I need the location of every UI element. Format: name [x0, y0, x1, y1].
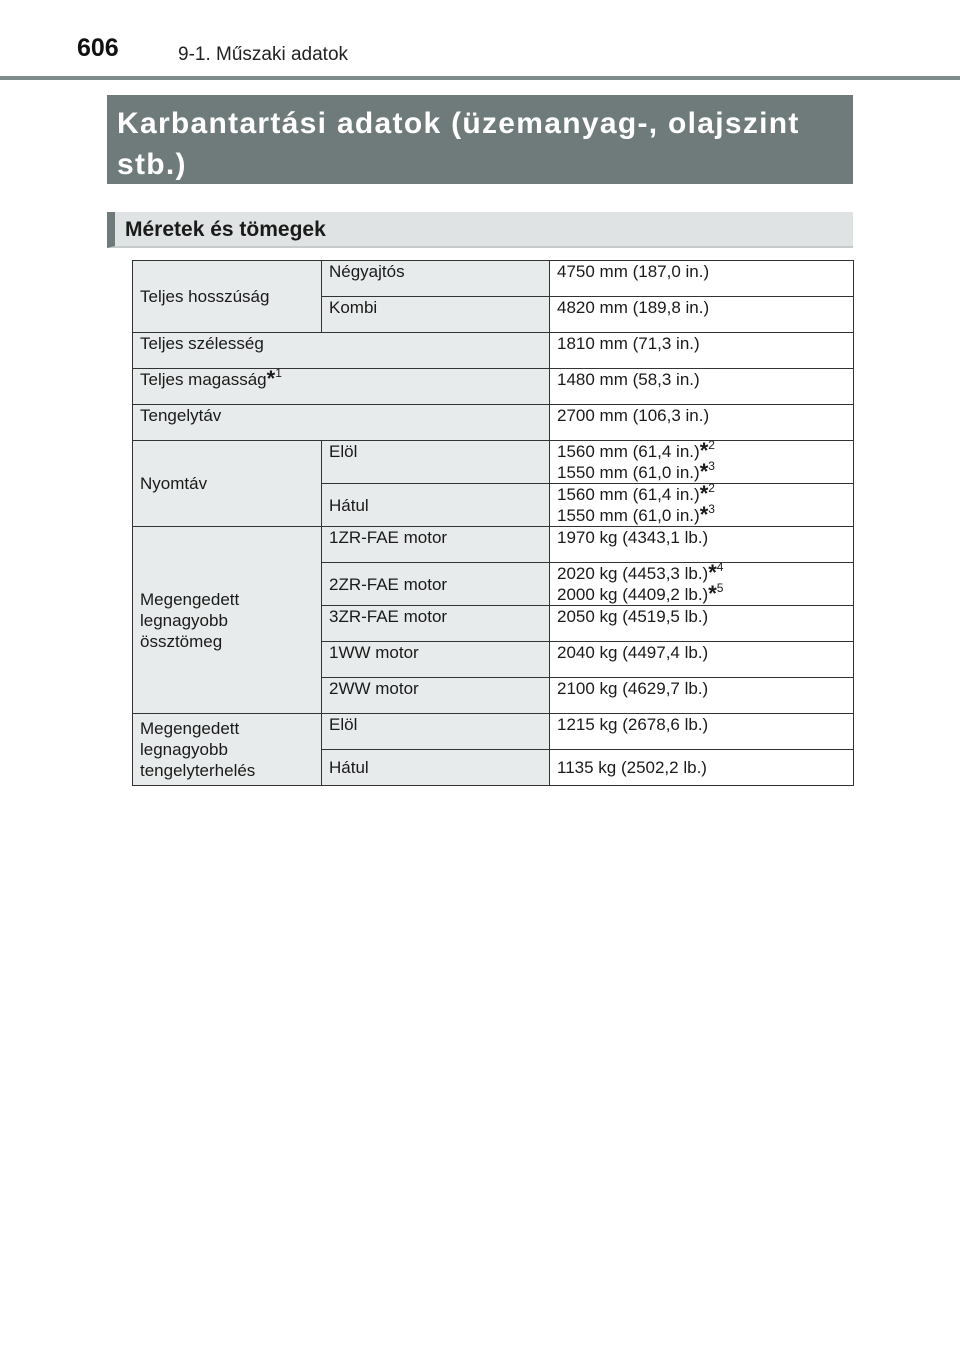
header-divider	[0, 76, 960, 80]
footnote-reference: *$^4$	[708, 560, 724, 585]
section-title: Karbantartási adatok (üzemanyag-, olajszint stb.)	[117, 107, 800, 181]
footnote-reference	[266, 366, 282, 391]
variant-cell: Négyajtós	[322, 261, 550, 297]
table-row	[133, 527, 854, 563]
table-row	[133, 714, 854, 750]
overall-height-text: Teljes magasság	[140, 370, 267, 389]
value-cell: 1135 kg (2502,2 lb.)	[550, 750, 854, 786]
variant-cell: 2WW motor	[322, 678, 550, 714]
variant-cell: Kombi	[322, 297, 550, 333]
variant-cell: 3ZR-FAE motor	[322, 606, 550, 642]
page-header	[0, 0, 960, 80]
variant-cell: Hátul	[322, 750, 550, 786]
value-line: 1550 mm (61,0 in.)*$^3$	[557, 459, 715, 484]
subsection-banner	[107, 212, 853, 248]
table-row	[133, 333, 854, 369]
value-cell: 2040 kg (4497,4 lb.)	[550, 642, 854, 678]
variant-cell: 1WW motor	[322, 642, 550, 678]
overall-height-label	[133, 366, 550, 405]
value-cell: 2050 kg (4519,5 lb.)	[550, 606, 854, 642]
overall-length-label: Teljes hosszúság	[133, 261, 322, 333]
footnote-reference: *$^3$	[699, 459, 715, 484]
footnote-reference: *$^2$	[699, 481, 715, 506]
value-cell: 2700 mm (106,3 in.)	[550, 405, 854, 441]
footnote-star: *	[266, 366, 276, 391]
table-row	[133, 405, 854, 441]
footnote-reference: *$^5$	[708, 581, 724, 606]
value-cell: 2100 kg (4629,7 lb.)	[550, 678, 854, 714]
table-row	[133, 369, 854, 405]
variant-cell: Elöl	[322, 714, 550, 750]
value-line: 1550 mm (61,0 in.)*$^3$	[557, 502, 715, 527]
value-line: 2000 kg (4409,2 lb.)*$^5$	[557, 581, 724, 606]
variant-cell: 1ZR-FAE motor	[322, 527, 550, 563]
footnote-reference: *$^2$	[699, 438, 715, 463]
tread-label: Nyomtáv	[133, 441, 322, 527]
variant-cell: Hátul	[322, 484, 550, 527]
variant-cell: Elöl	[322, 441, 550, 484]
value-line: 1560 mm (61,4 in.)*$^2$	[557, 438, 715, 463]
variant-cell: 2ZR-FAE motor	[322, 563, 550, 606]
value-cell	[550, 438, 854, 484]
gross-weight-label: Megengedett legnagyobb össztömeg	[133, 527, 322, 714]
value-cell: 1970 kg (4343,1 lb.)	[550, 527, 854, 563]
footnote-number: 1	[275, 366, 282, 380]
dimensions-weights-table	[132, 260, 854, 786]
wheelbase-label: Tengelytáv	[133, 405, 550, 441]
section-banner	[107, 95, 853, 184]
table-row	[133, 441, 854, 484]
value-cell	[550, 481, 854, 527]
chapter-title: 9-1. Műszaki adatok	[178, 44, 349, 65]
value-line: 1560 mm (61,4 in.)*$^2$	[557, 481, 715, 506]
value-cell: 4750 mm (187,0 in.)	[550, 261, 854, 297]
overall-width-label: Teljes szélesség	[133, 333, 550, 369]
axle-capacity-label: Megengedett legnagyobb tengelyterhelés	[133, 714, 322, 786]
value-cell: 4820 mm (189,8 in.)	[550, 297, 854, 333]
page-number: 606	[77, 34, 119, 62]
table-row	[133, 261, 854, 297]
value-line: 2020 kg (4453,3 lb.)*$^4$	[557, 560, 724, 585]
footnote-reference: *$^3$	[699, 502, 715, 527]
subsection-title: Méretek és tömegek	[125, 218, 326, 241]
value-cell: 1480 mm (58,3 in.)	[550, 369, 854, 405]
value-cell	[550, 560, 854, 606]
value-cell: 1810 mm (71,3 in.)	[550, 333, 854, 369]
value-cell: 1215 kg (2678,6 lb.)	[550, 714, 854, 750]
